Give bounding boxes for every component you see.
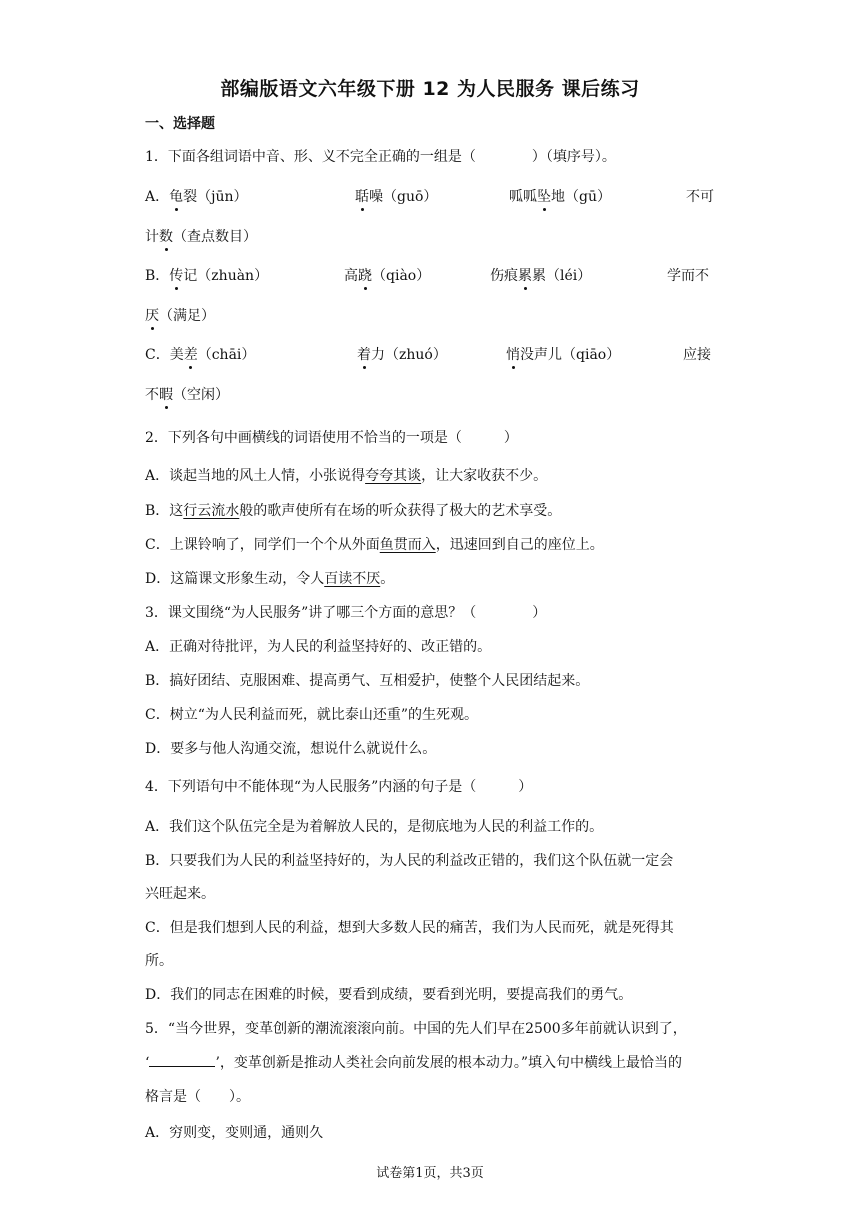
option-label: C． <box>145 347 170 363</box>
option-text: D．这篇课文形象生动，令人 <box>145 571 325 587</box>
dotted-char: 跷 <box>358 268 372 284</box>
q1-a-word3 <box>509 188 611 206</box>
q1-stem: 1．下面各组词语中音、形、义不完全正确的一组是（ ）（填序号）。 <box>145 149 616 165</box>
q1-b-continuation <box>145 307 215 325</box>
q1-option-c <box>145 346 255 364</box>
page-title: 部编版语文六年级下册 12 为人民服务 课后练习 <box>220 78 640 100</box>
option-text: （chāi） <box>197 347 256 363</box>
option-text: （查点数目） <box>173 229 257 245</box>
q2-option-d <box>145 570 394 588</box>
option-text: 裂（jūn） <box>183 189 248 205</box>
quote-mark: ‘ <box>145 1055 150 1071</box>
q5-stem-line3: 格言是（ ）。 <box>145 1089 250 1105</box>
option-text: 计 <box>145 229 159 245</box>
dotted-char: 悄 <box>506 347 520 363</box>
q5-stem-line2 <box>145 1054 682 1072</box>
q1-c-word2 <box>357 346 447 364</box>
option-label: B． <box>145 268 170 284</box>
dotted-char: 着 <box>357 347 371 363</box>
q2-option-c <box>145 536 604 554</box>
q5-option-a: A．穷则变，变则通，通则久 <box>145 1125 324 1141</box>
option-text: （满足） <box>159 308 215 324</box>
q3-option-c: C．树立“为人民利益而死，就比泰山还重”的生死观。 <box>145 707 479 723</box>
q3-option-a: A．正确对待批评，为人民的利益坚持好的、改正错的。 <box>145 639 492 655</box>
q2-stem: 2．下列各句中画横线的词语使用不恰当的一项是（ ） <box>145 430 518 446</box>
q4-option-d: D．我们的同志在困难的时候，要看到成绩，要看到光明，要提高我们的勇气。 <box>145 987 633 1003</box>
option-text: （qiào） <box>372 268 431 284</box>
answer-blank[interactable] <box>149 1054 215 1067</box>
option-text: A．谈起当地的风土人情，小张说得 <box>145 468 366 484</box>
q1-option-b <box>145 267 268 285</box>
dotted-char: 暇 <box>159 387 173 403</box>
q1-c-continuation <box>145 386 229 404</box>
option-text: B．这 <box>145 503 184 519</box>
option-text: 般的歌声使所有在场的听众获得了极大的艺术享受。 <box>239 503 562 519</box>
q2-option-a <box>145 467 547 485</box>
underlined-phrase: 鱼贯而入 <box>379 537 436 553</box>
option-text: ，让大家收获不少。 <box>421 468 548 484</box>
option-text: 呱呱 <box>509 189 537 205</box>
option-text: 力（zhuó） <box>371 347 447 363</box>
option-text: 噪（guō） <box>369 189 438 205</box>
q1-c-word4: 应接 <box>683 347 711 363</box>
option-text: 高 <box>344 268 358 284</box>
dotted-char: 龟 <box>169 189 184 205</box>
option-text: 不 <box>145 387 159 403</box>
dotted-char: 数 <box>159 229 173 245</box>
q1-c-word3 <box>506 346 620 364</box>
dotted-char: 传 <box>169 268 184 284</box>
q3-option-d: D．要多与他人沟通交流，想说什么就说什么。 <box>145 741 437 757</box>
underlined-phrase: 夸夸其谈 <box>365 468 422 484</box>
option-label: A． <box>145 189 170 205</box>
q1-b-word4: 学而不 <box>667 268 709 284</box>
option-text: ，迅速回到自己的座位上。 <box>435 537 604 553</box>
q3-option-b: B．搞好团结、克服困难、提高勇气、互相爱护，使整个人民团结起来。 <box>145 673 590 689</box>
q1-a-word4: 不可 <box>686 189 714 205</box>
option-text: （空闲） <box>173 387 229 403</box>
dotted-char: 差 <box>183 347 198 363</box>
q3-stem: 3．课文围绕“为人民服务”讲了哪三个方面的意思？（ ） <box>145 605 547 621</box>
q4-option-c-continuation: 所。 <box>145 953 173 969</box>
q4-option-a: A．我们这个队伍完全是为着解放人民的，是彻底地为人民的利益工作的。 <box>145 819 604 835</box>
option-text: C．上课铃响了，同学们一个个从外面 <box>145 537 380 553</box>
q1-option-a <box>145 188 248 206</box>
option-text: 地（gū） <box>551 189 611 205</box>
underlined-phrase: 百读不厌 <box>324 571 381 587</box>
dotted-char: 坠 <box>537 189 551 205</box>
dotted-char: 厌 <box>145 308 159 324</box>
page-footer: 试卷第1页，共3页 <box>376 1166 484 1181</box>
option-text: 伤痕 <box>490 268 518 284</box>
q1-a-continuation <box>145 228 257 246</box>
q5-stem-line1: 5．“当今世界，变革创新的潮流滚滚向前。中国的先人们早在2500多年前就认识到了， <box>145 1021 687 1037</box>
q4-option-c: C．但是我们想到人民的利益，想到大多数人民的痛苦，我们为人民而死，就是死得其 <box>145 920 674 936</box>
option-text: 累（léi） <box>532 268 592 284</box>
underlined-phrase: 行云流水 <box>183 503 240 519</box>
section-heading: 一、选择题 <box>145 116 215 132</box>
q4-option-b-continuation: 兴旺起来。 <box>145 886 215 902</box>
dotted-char: 累 <box>518 268 532 284</box>
q2-option-b <box>145 502 561 520</box>
q1-b-word2 <box>344 267 430 285</box>
dotted-char: 聒 <box>355 189 369 205</box>
option-text: 记（zhuàn） <box>183 268 269 284</box>
option-text: 没声儿（qiāo） <box>520 347 621 363</box>
option-text: 美 <box>169 347 184 363</box>
q4-option-b: B．只要我们为人民的利益坚持好的，为人民的利益改正错的，我们这个队伍就一定会 <box>145 853 674 869</box>
q4-stem: 4．下列语句中不能体现“为人民服务”内涵的句子是（ ） <box>145 779 533 795</box>
option-text: 。 <box>380 571 395 587</box>
q1-a-word2 <box>355 188 437 206</box>
q1-b-word3 <box>490 267 591 285</box>
option-text: ’，变革创新是推动人类社会向前发展的根本动力。”填入句中横线上最恰当的 <box>215 1055 683 1071</box>
